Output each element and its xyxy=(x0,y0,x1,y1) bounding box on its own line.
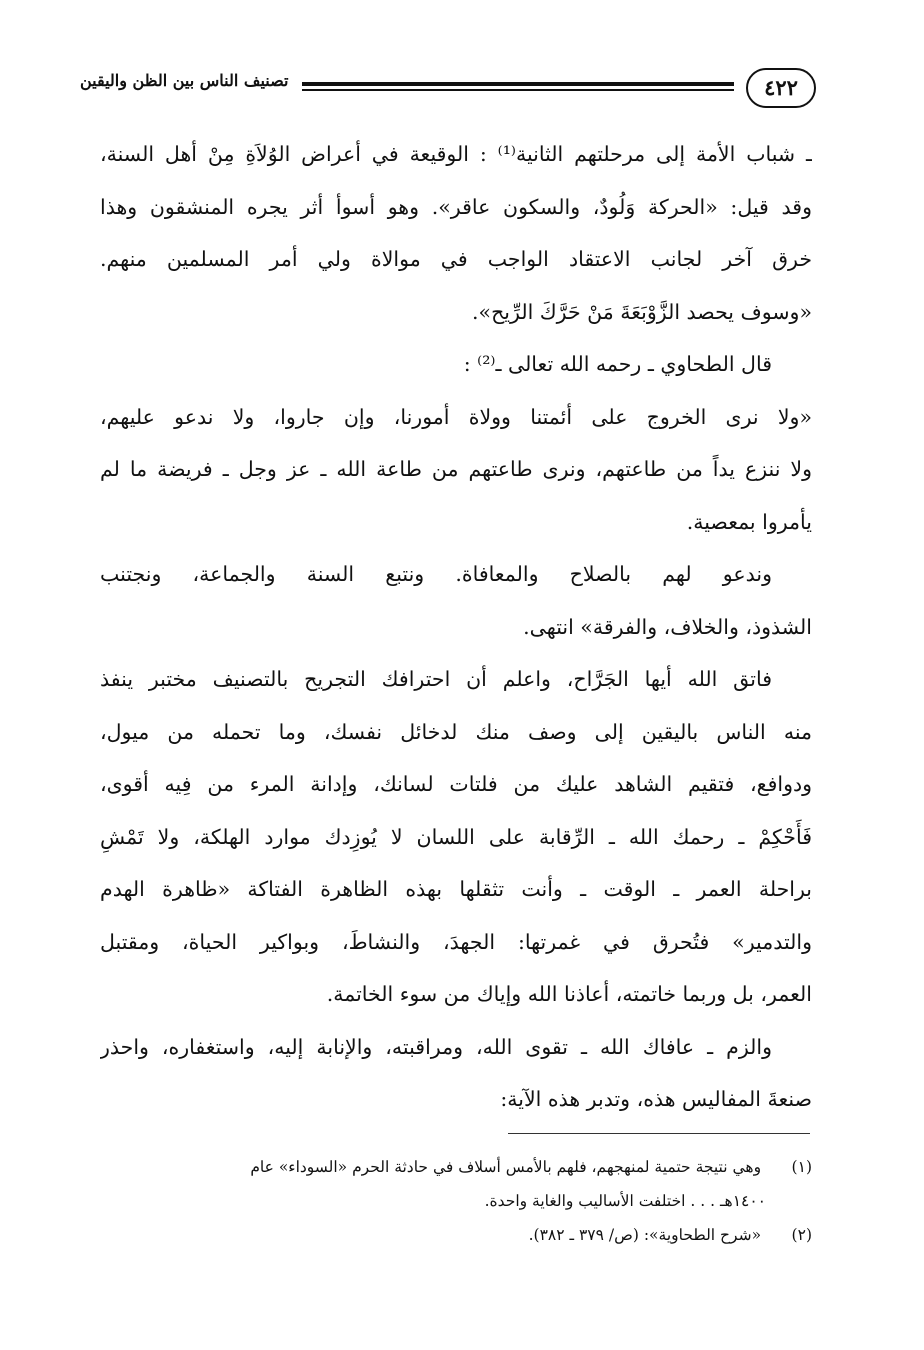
body-line: قال الطحاوي ـ رحمه الله تعالى ـ⁽²⁾ : xyxy=(463,352,772,376)
body-line: براحلة العمر ـ الوقت ـ وأنت تثقلها بهذه الظاهرة الفتاكة «ظاهرة الهدم xyxy=(100,877,812,901)
page-number: ٤٢٢ xyxy=(746,68,816,108)
body-line: وقد قيل: «الحركة وَلُودٌ، والسكون عاقر». وهو أسوأ أثر يجره المنشقون وهذا xyxy=(100,194,812,219)
header-rule-thick xyxy=(302,82,734,86)
body-line: ودوافع، فتقيم الشاهد عليك من فلتات لسانك، وإدانة المرء من فِيه أقوى، xyxy=(100,772,812,796)
body-line: والزم ـ عافاك الله ـ تقوى الله، ومراقبته، والإنابة إليه، واستغفاره، واحذر xyxy=(100,1034,772,1059)
body-line: الشذوذ، والخلاف، والفرقة» انتهى. xyxy=(523,614,812,639)
body-line: فاتق الله أيها الجَرَّاح، واعلم أن احترافك التجريح بالتصنيف مختبر ينفذ xyxy=(100,667,772,691)
body-line: والتدمير» فتُحرق في غمرتها: الجهدَ، والنشاطَ، وبواكير الحياة، ومقتبل xyxy=(100,929,812,954)
footnote-1 xyxy=(100,1150,812,1184)
body-line: ولا ننزع يداً من طاعتهم، ونرى طاعتهم من طاعة الله ـ عز وجل ـ فريضة ما لم xyxy=(100,457,812,481)
body-text xyxy=(100,128,812,1126)
body-line: فَأَحْكِمْ ـ رحمك الله ـ الرِّقابة على اللسان لا يُوزِدك موارد الهلكة، ولا تَمْشِ xyxy=(100,824,812,849)
footnote-number: (١) xyxy=(791,1158,812,1176)
body-line: العمر، بل وربما خاتمته، أعاذنا الله وإياك من سوء الخاتمة. xyxy=(326,982,812,1006)
body-line: منه الناس باليقين إلى وصف منك لدخائل نفسك، وما تحمله من ميول، xyxy=(100,719,812,744)
running-title: تصنيف الناس بين الظن واليقين xyxy=(80,71,289,90)
body-line: يأمروا بمعصية. xyxy=(686,509,812,534)
footnotes xyxy=(100,1150,812,1252)
footnote-separator xyxy=(508,1133,810,1134)
body-line: صنعةَ المفاليس هذه، وتدبر هذه الآية: xyxy=(500,1087,812,1111)
footnote-text: «شرح الطحاوية»: (ص/ ٣٧٩ ـ ٣٨٢). xyxy=(528,1226,762,1244)
page-header xyxy=(80,68,820,114)
footnote-1-continuation: ١٤٠٠هـ . . . اختلفت الأساليب والغاية واحدة. xyxy=(484,1192,766,1210)
body-line: «وسوف يحصد الزَّوْبَعَةَ مَنْ حَرَّكَ الرِّيح». xyxy=(472,299,812,324)
body-line: وندعو لهم بالصلاح والمعافاة. ونتبع السنة والجماعة، ونجتنب xyxy=(100,562,772,586)
body-line: «ولا نرى الخروج على أئمتنا وولاة أمورنا، وإن جاروا، ولا ندعو عليهم، xyxy=(100,404,812,429)
footnote-2 xyxy=(100,1218,812,1252)
footnote-number: (٢) xyxy=(791,1226,812,1244)
footnote-text: وهي نتيجة حتمية لمنهجهم، فلهم بالأمس أسلاف في حادثة الحرم «السوداء» عام xyxy=(250,1158,762,1176)
body-line: خرق آخر لجانب الاعتقاد الواجب في موالاة ولي أمر المسلمين منهم. xyxy=(100,247,812,271)
body-line: ـ شباب الأمة إلى مرحلتهم الثانية⁽¹⁾ : الوقيعة في أعراض الوُلاَةِ مِنْ أهل السنة، xyxy=(100,142,812,166)
header-rule-thin xyxy=(302,89,734,91)
